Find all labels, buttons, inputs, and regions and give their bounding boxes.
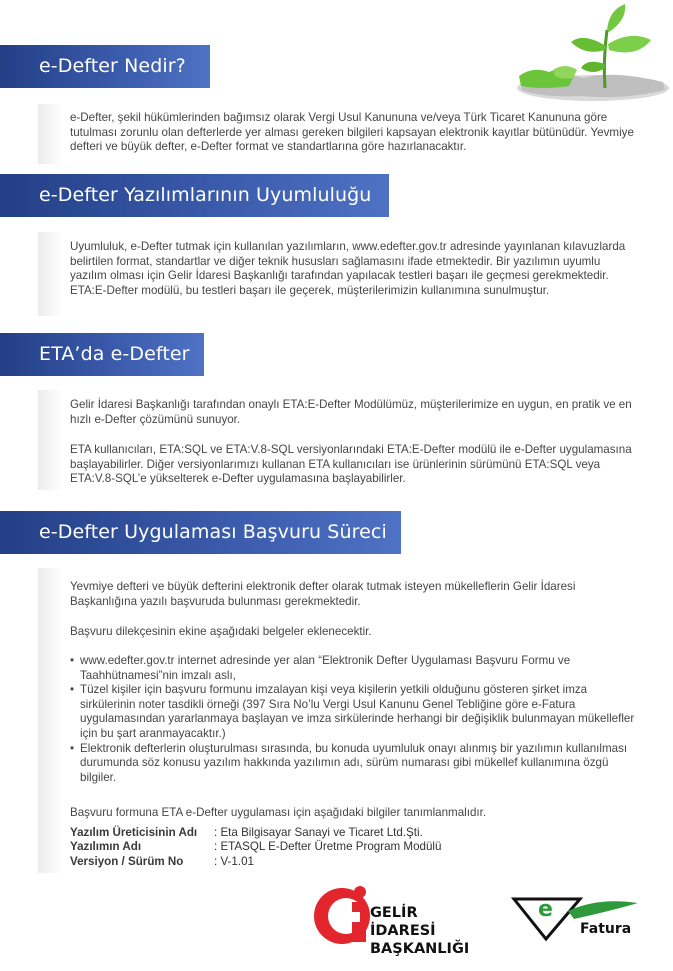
gib-logo [312, 880, 487, 957]
quote-shade [38, 232, 62, 316]
section-paragraph: Yevmiye defteri ve büyük defterini elektronik defter olarak tutmak isteyen mükelleflerin Gelir İdaresi Başkanlığına yazılı başvuruda bulunması gerekmektedir. [70, 580, 576, 608]
efatura-e: e [538, 897, 553, 922]
gib-logo-line1: GELİR İDARESİ [370, 905, 436, 939]
quote-shade [38, 568, 62, 873]
quote-shade [38, 104, 62, 164]
required-documents-list [70, 654, 640, 785]
info-value: : V-1.01 [214, 854, 254, 868]
section-paragraph: Gelir İdaresi Başkanlığı tarafından onaylı ETA:E-Defter Modülümüz, müşterilerimize en uygun, en pratik ve en hızlı e-Defter çözümünü sunuyor. [70, 398, 632, 426]
info-value: : Eta Bilgisayar Sanayi ve Ticaret Ltd.Şti. [214, 826, 423, 839]
section-paragraph: ETA kullanıcıları, ETA:SQL ve ETA:V.8-SQL versiyonlarındaki ETA:E-Defter modülü ile e-Defter uygulamasına başlayabilirler. Diğer versiyonlarımızı kullanan ETA kullanıcıları ise ürünlerinin sürümünü ETA:SQL veya ETA:V.8-SQL’e yükselterek e-Defter uygulamasına başlayabilirler. [70, 443, 632, 486]
info-value: : ETASQL E-Defter Üretme Program Modülü [214, 840, 442, 854]
table-row [70, 826, 441, 840]
section-title-basvuru-sureci: e-Defter Uygulaması Başvuru Süreci [0, 511, 401, 554]
info-key: Versiyon / Sürüm No [70, 854, 184, 868]
section-paragraph: e-Defter, şekil hükümlerinden bağımsız olarak Vergi Usul Kanununa ve/veya Türk Ticaret Kanununa göre tutulması zorunlu olan defterlerde yer alması gereken bilgileri kapsayan elektronik kayıtlar bütünüdür. Yevmiye defteri ve büyük defter, e-Defter format ve standartlarına göre hazırlanacaktır. [70, 111, 634, 154]
section-paragraph: Başvuru dilekçesinin ekine aşağıdaki belgeler eklenecektir. [70, 625, 372, 638]
list-item: • Elektronik defterlerin oluşturulması sırasında, bu konuda uyumluluk onayı alınmış bir yazılımın kullanılması durumunda söz konusu yazılım hakkında yazılımın adı, sürüm numarası gibi mükellef kullanımına özgü bilgiler. [70, 742, 640, 786]
plant-sprout-icon [513, 0, 673, 104]
section-title-etada-edefter: ETA’da e-Defter [0, 333, 204, 376]
info-key: Yazılım Üreticisinin Adı [70, 826, 198, 839]
section-title-edefter-nedir: e-Defter Nedir? [0, 45, 210, 88]
software-info-table [70, 826, 441, 869]
list-item: • www.edefter.gov.tr internet adresinde yer alan “Elektronik Defter Uygulaması Başvuru Formu ve Taahhütnamesi”nin imzalı aslı, [70, 654, 640, 683]
section-paragraph: Uyumluluk, e-Defter tutmak için kullanılan yazılımların, www.edefter.gov.tr adresinde yayınlanan kılavuzlarda belirtilen format, standartlar ve diğer teknik hususları sağlamasını ifade etmektedir. Bir yazılımın uyumlu yazılım olması için Gelir İdaresi Başkanlığı tarafından yapılacak testleri başarı ile geçmesi gerekmektedir. ETA:E-Defter modülü, bu testleri başarı ile geçerek, müşterilerimizin kullanımına sunulmuştur. [70, 240, 626, 297]
section-paragraph: Başvuru formuna ETA e-Defter uygulaması için aşağıdaki bilgiler tanımlanmalıdır. [70, 806, 487, 819]
quote-shade [38, 390, 62, 490]
table-row [70, 840, 441, 854]
section-title-uyumluluk: e-Defter Yazılımlarının Uyumluluğu [0, 174, 389, 217]
efatura-text: Fatura [580, 921, 632, 937]
gib-logo-line2: BAŞKANLIĞI [370, 941, 470, 957]
table-row [70, 855, 441, 869]
info-key: Yazılımın Adı [70, 840, 142, 854]
efatura-logo [510, 893, 640, 943]
list-item: • Tüzel kişiler için başvuru formunu imzalayan kişi veya kişilerin yetkili olduğunu gösteren şirket imza sirkülerinin noter tasdikli örneği (397 Sıra No’lu Vergi Usul Kanunu Genel Tebliğine göre e-Fatura uygulamasından yararlanmaya başlayan ve imza sirkülerinde herhangi bir değişiklik bulunmayan mükellefler için bu şart aranmayacaktır.) [70, 683, 640, 741]
